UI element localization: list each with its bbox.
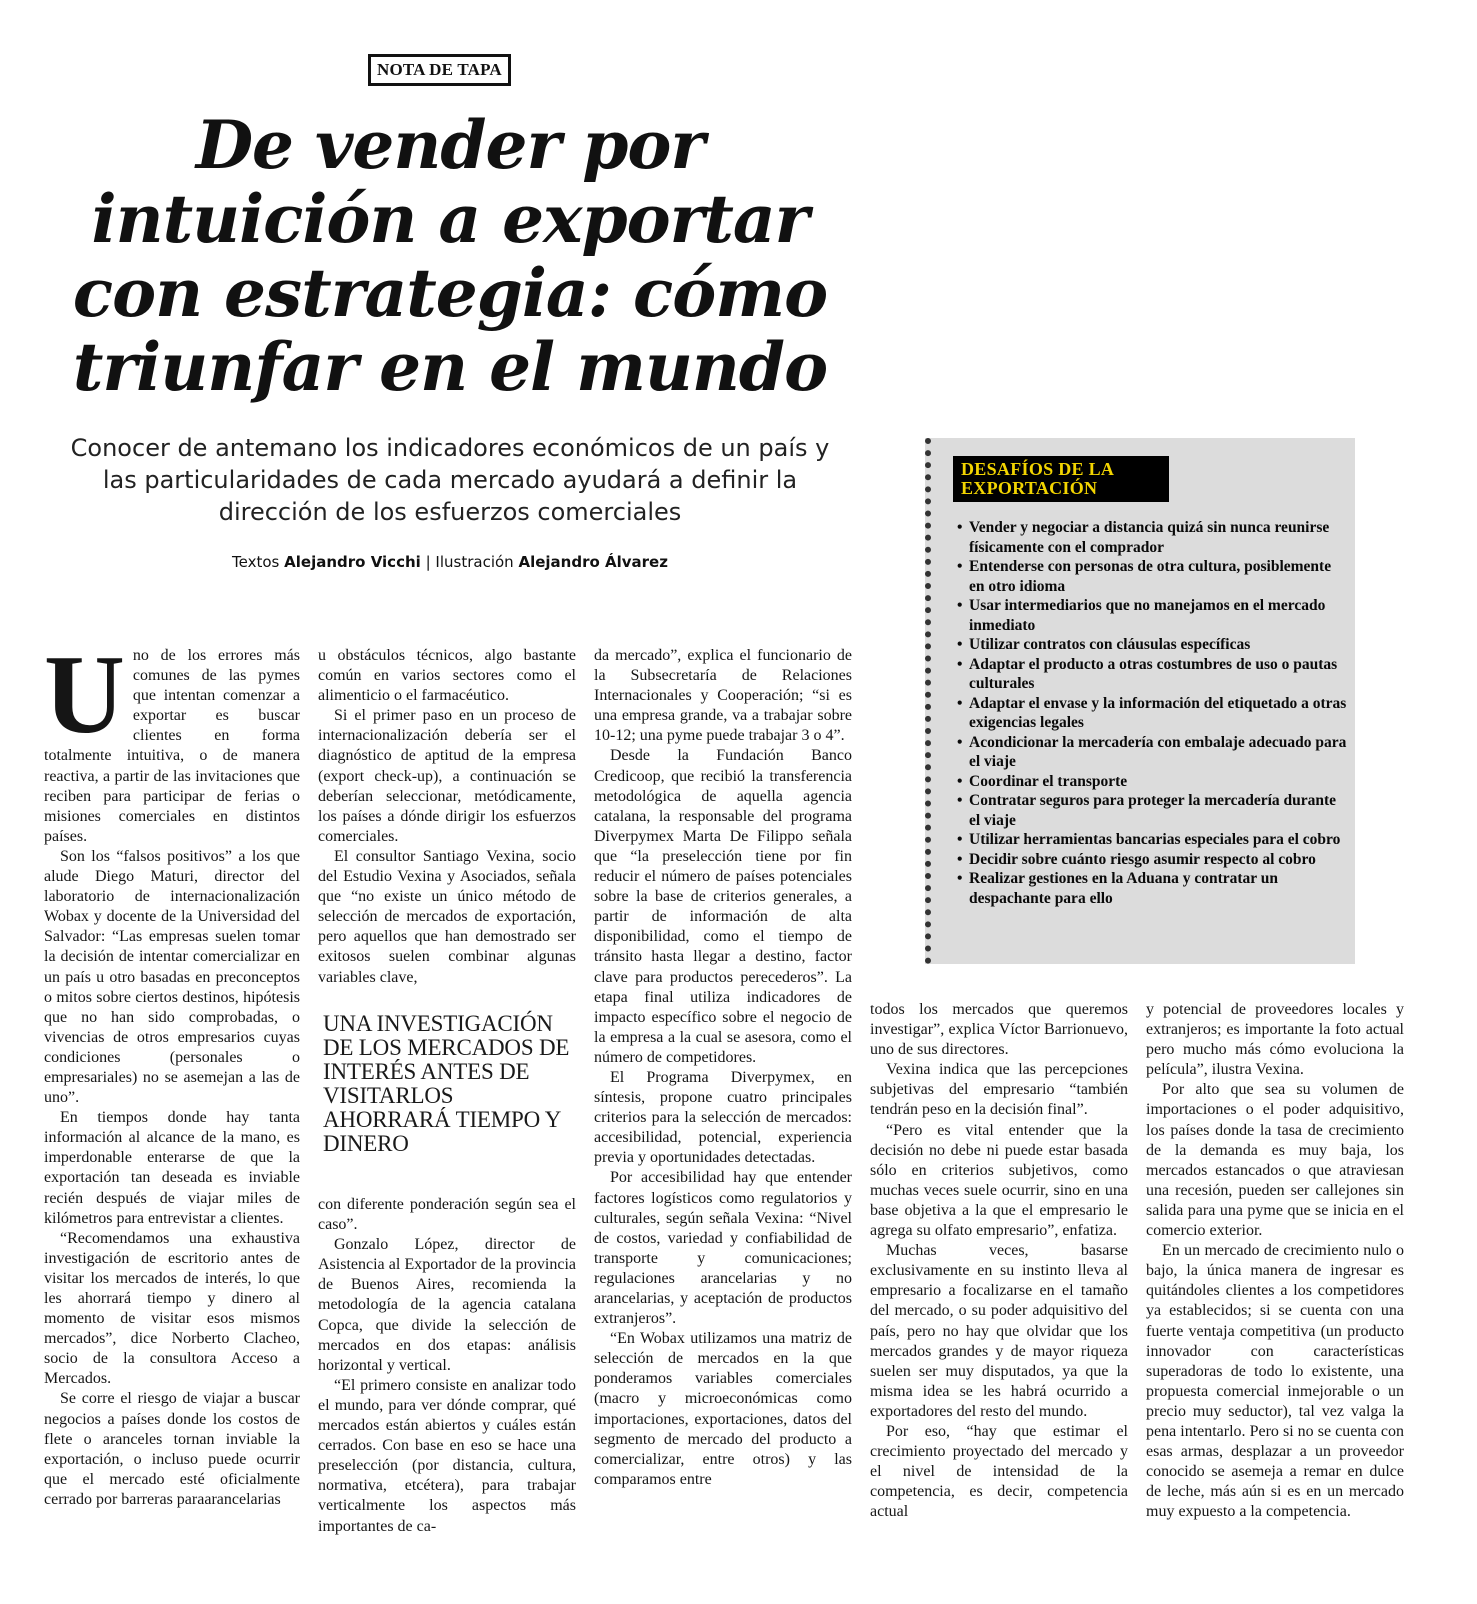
body-column-2-bottom: [318, 1195, 576, 1537]
paragraph: todos los mercados que queremos investigar”, explica Víctor Barrionuevo, uno de sus directores.: [870, 1001, 1128, 1059]
paragraph: Desde la Fundación Banco Credicoop, que recibió la transferencia metodológica de aquella agencia catalana, la responsable del programa Diverpymex Marta De Filippo señala que “la preselección tiene por fin reducir el número de países potenciales sobre la base de criterios generales, a partir de información de alta disponibilidad, como el tiempo de tránsito hasta llegar a destino, factor clave para productos perecederos”. La etapa final utiliza indicadores de impacto específico sobre el negocio de la empresa a la cual se asesora, como el número de competidores.: [594, 747, 852, 1066]
paragraph: Por accesibilidad hay que entender factores logísticos como regulatorios y culturales, según señala Vexina: “Nivel de costos, variedad y confiabilidad de transporte y comunicaciones; regulaciones arancelarias y no arancelarias, y aceptación de productos extranjeros”.: [594, 1169, 852, 1328]
paragraph: u obstáculos técnicos, algo bastante común en varios sectores como el alimenticio o el farmacéutico.: [318, 647, 576, 705]
sidebar-item: • Acondicionar la mercadería con embalaje adecuado para el viaje: [959, 733, 1349, 772]
sidebar-item: • Realizar gestiones en la Aduana y contratar un despachante para ello: [959, 869, 1349, 908]
paragraph: da mercado”, explica el funcionario de la Subsecretaría de Relaciones Internacionales y Cooperación; “si es una empresa grande, va a trabajar sobre 10-12; una pyme puede trabajar 3 o 4”.: [594, 647, 852, 745]
sidebar-item: • Decidir sobre cuánto riesgo asumir respecto al cobro: [959, 850, 1349, 870]
byline-author: Alejandro Vicchi: [284, 553, 421, 571]
headline: De vender por intuición a exportar con estrategia: cómo triunfar en el mundo: [72, 106, 828, 406]
body-column-1: [44, 633, 300, 1510]
body-column-2-top: [318, 646, 576, 988]
sidebar-box: [925, 438, 1355, 964]
pull-quote: UNA INVESTIGACIÓN DE LOS MERCADOS DE INTERÉS ANTES DE VISITARLOS AHORRARÁ TIEMPO Y DINERO: [323, 1011, 570, 1156]
paragraph: Por alto que sea su volumen de importaciones o el poder adquisitivo, los países donde la tasa de crecimiento de la demanda es muy baja, los mercados estancados o que atraviesan una recesión, pueden ser callejones sin salida para una pyme que se inicia en el comercio exterior.: [1146, 1081, 1404, 1240]
byline: [60, 552, 840, 572]
byline-texts-label: Textos: [232, 553, 280, 571]
drop-cap: U: [44, 633, 125, 757]
sidebar-item: • Vender y negociar a distancia quizá sin nunca reunirse físicamente con el comprador: [959, 518, 1349, 557]
body-column-3: [594, 646, 852, 1490]
deck-subtitle: Conocer de antemano los indicadores económicos de un país y las particularidades de cada mercado ayudará a definir la dirección de los esfuerzos comerciales: [70, 434, 830, 526]
paragraph: El consultor Santiago Vexina, socio del Estudio Vexina y Asociados, señala que “no existe un único método de selección de mercados de exportación, pero aquellos que han demostrado ser exitosos suelen combinar algunas variables clave,: [318, 847, 576, 986]
section-kicker: NOTA DE TAPA: [368, 54, 511, 86]
sidebar-item: • Utilizar contratos con cláusulas específicas: [959, 635, 1349, 655]
paragraph: En un mercado de crecimiento nulo o bajo, la única manera de ingresar es quitándoles clientes a los competidores ya establecidos; si se cuenta con una fuerte ventaja competitiva (un producto innovador con características superadoras de todo lo existente, una propuesta comercial inmejorable o un precio muy seductor), tal vez valga la pena intentarlo. Pero si no se cuenta con esas armas, desplazar a un proveedor conocido se asemeja a remar en dulce de leche, más aún si es en un mercado muy expuesto a la competencia.: [1146, 1242, 1404, 1521]
body-column-5: [1146, 1000, 1404, 1522]
paragraph: Se corre el riesgo de viajar a buscar negocios a países donde los costos de flete o aranceles tornan inviable la exportación, o incluso puede ocurrir que el mercado esté oficialmente cerrado por barreras paraarancelarias: [44, 1390, 300, 1508]
paragraph: Son los “falsos positivos” a los que alude Diego Maturi, director del laboratorio de internacionalización Wobax y docente de la Universidad del Salvador: “Las empresas suelen tomar la decisión de intentar comercializar en un país u otro basadas en preconceptos o mitos sobre ciertos destinos, hipótesis que no han sido comprobadas, o vivencias de otros empresarios cuyas condiciones (personales o empresariales) no se asemejan a las de uno”.: [44, 847, 300, 1107]
sidebar-list: [959, 518, 1349, 908]
sidebar-item: • Entenderse con personas de otra cultura, posiblemente en otro idioma: [959, 557, 1349, 596]
paragraph: Si el primer paso en un proceso de internacionalización debería ser el diagnóstico de aptitud de la empresa (export check-up), a continuación se deberían seleccionar, metódicamente, los países a dónde dirigir los esfuerzos comerciales.: [318, 707, 576, 845]
sidebar-item: • Adaptar el producto a otras costumbres de uso o pautas culturales: [959, 655, 1349, 694]
body-column-4: [870, 1000, 1128, 1522]
byline-illustration-label: Ilustración: [435, 553, 514, 571]
paragraph: con diferente ponderación según sea el caso”.: [318, 1196, 576, 1234]
paragraph: Por eso, “hay que estimar el crecimiento proyectado del mercado y el nivel de intensidad de la competencia, es decir, competencia actual: [870, 1422, 1128, 1521]
paragraph: Vexina indica que las percepciones subjetivas del empresario “también tendrán peso en la decisión final”.: [870, 1061, 1128, 1119]
sidebar-item: • Contratar seguros para proteger la mercadería durante el viaje: [959, 791, 1349, 830]
paragraph: “En Wobax utilizamos una matriz de selección de mercados en la que ponderamos variables comerciales (macro y microeconómicas como importaciones, exportaciones, datos del segmento de mercado del producto a comercializar, entre otros) y las comparamos entre: [594, 1330, 852, 1488]
paragraph: En tiempos donde hay tanta información al alcance de la mano, es imperdonable enterarse de que la exportación tan deseada es inviable recién después de viajar miles de kilómetros para entrevistar a clientes.: [44, 1109, 300, 1227]
paragraph: El Programa Diverpymex, en síntesis, propone cuatro principales criterios para la selección de mercados: accesibilidad, potencial, experiencia previa y oportunidades detectadas.: [594, 1068, 852, 1167]
sidebar-item: • Utilizar herramientas bancarias especiales para el cobro: [959, 830, 1349, 850]
paragraph: “Pero es vital entender que la decisión no debe ni puede estar basada sólo en criterios subjetivos, como muchas veces suele ocurrir, sino en una base objetiva a la que el empresario le agrega su olfato empresario”, enfatiza.: [870, 1121, 1128, 1240]
sidebar-item: • Coordinar el transporte: [959, 772, 1349, 792]
paragraph: Muchas veces, basarse exclusivamente en su instinto lleva al empresario a focalizarse en el tamaño del mercado, o su poder adquisitivo del país, pero no hay que olvidar que los mercados grandes y de mayor riqueza suelen ser muy disputados, ya que la misma idea se les habrá ocurrido a exportadores del resto del mundo.: [870, 1242, 1128, 1420]
paragraph: Gonzalo López, director de Asistencia al Exportador de la provincia de Buenos Aires, recomienda la metodología de la agencia catalana Copca, que divide la selección de mercados en dos etapas: análisis horizontal y vertical.: [318, 1236, 576, 1374]
paragraph: “Recomendamos una exhaustiva investigación de escritorio antes de visitar los mercados de interés, lo que les ahorrará tiempo y dinero al momento de visitar esos mismos mercados”, dice Norberto Clacheo, socio de la consultora Acceso a Mercados.: [44, 1229, 300, 1388]
paragraph: “El primero consiste en analizar todo el mundo, para ver dónde comprar, qué mercados están abiertos y cuáles están cerrados. Con base en eso se hace una preselección (por distancia, cultura, normativa, etcétera), para trabajar verticalmente los aspectos más importantes de ca-: [318, 1376, 576, 1535]
sidebar-item: • Adaptar el envase y la información del etiquetado a otras exigencias legales: [959, 694, 1349, 733]
byline-separator: |: [425, 553, 431, 571]
paragraph: y potencial de proveedores locales y extranjeros; es importante la foto actual pero mucho más cómo evoluciona la película”, ilustra Vexina.: [1146, 1001, 1404, 1079]
paragraph: no de los errores más comunes de las pymes que intentan comenzar a exportar es buscar clientes en forma totalmente intuitiva, o de manera reactiva, a partir de las invitaciones que reciben para participar de ferias o misiones comerciales en distintos países.: [44, 647, 300, 845]
sidebar-item: • Usar intermediarios que no manejamos en el mercado inmediato: [959, 596, 1349, 635]
byline-illustrator: Alejandro Álvarez: [518, 553, 668, 571]
sidebar-title: DESAFÍOS DE LA EXPORTACIÓN: [953, 456, 1169, 502]
